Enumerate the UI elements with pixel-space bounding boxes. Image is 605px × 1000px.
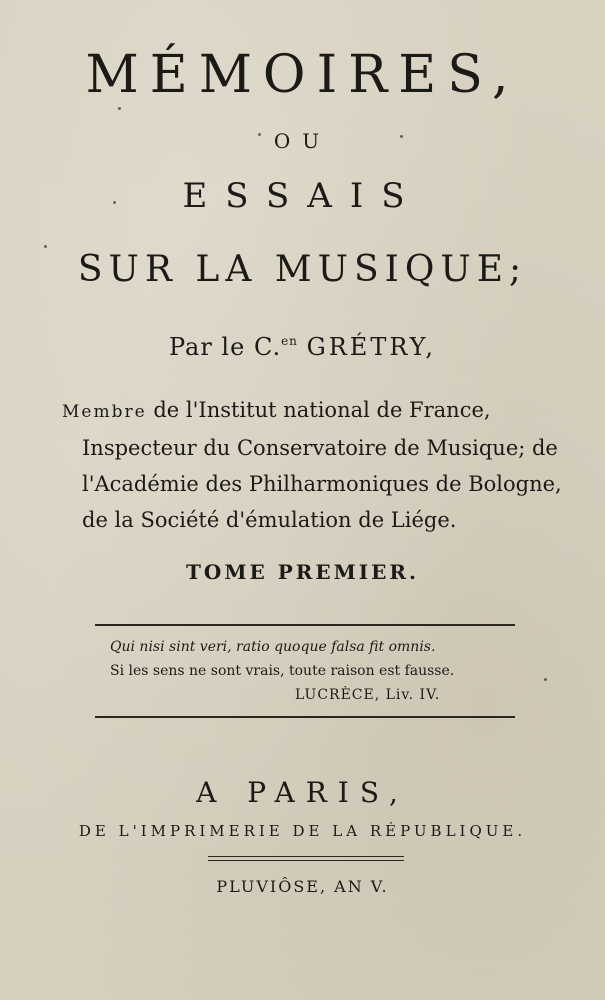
paper-speck <box>258 133 261 136</box>
imprint-rule-upper <box>208 856 404 857</box>
author-citizen-sup: en <box>281 334 298 348</box>
title-essais: ESSAIS <box>182 176 423 216</box>
paper-speck <box>118 107 121 110</box>
author-affiliations <box>62 392 562 538</box>
title-conjunction: OU <box>273 129 332 153</box>
author-citizen: C.$^{en}$ <box>253 333 298 361</box>
epigraph-latin: Qui nisi sint veri, ratio quoque falsa fit omnis. <box>110 639 436 655</box>
bottom-rule <box>95 716 515 718</box>
imprint-city: A PARIS, <box>196 776 409 809</box>
imprint-printer: DE L'IMPRIMERIE DE LA RÉPUBLIQUE. <box>78 822 527 840</box>
imprint-rule-lower <box>208 860 404 861</box>
top-rule <box>95 624 515 626</box>
imprint-date: PLUVIÔSE, AN V. <box>216 877 389 896</box>
affiliation-line: l'Académie des Philharmoniques de Bologne, <box>82 472 562 496</box>
epigraph-source: LUCRÈCE, Liv. IV. <box>295 687 441 703</box>
volume-label: TOME PREMIER. <box>186 560 419 584</box>
paper-speck <box>44 245 47 248</box>
paper-speck <box>113 201 116 204</box>
affiliation-text: de l'Institut national de France, <box>153 398 491 422</box>
affiliation-line <box>62 392 562 430</box>
paper-speck <box>544 678 547 681</box>
epigraph <box>110 635 530 707</box>
paper-speck <box>400 135 403 138</box>
author-name: GRÉTRY, <box>306 333 437 361</box>
book-title: MÉMOIRES, <box>85 45 520 105</box>
epigraph-french: Si les sens ne sont vrais, toute raison est fausse. <box>110 663 455 679</box>
author-line <box>0 322 605 366</box>
author-prefix: Par le <box>168 333 246 361</box>
affiliation-line: Inspecteur du Conservatoire de Musique; de <box>82 436 558 460</box>
title-subject: SUR LA MUSIQUE; <box>77 249 528 290</box>
affiliation-lead-word: Membre <box>62 402 147 422</box>
affiliation-line: de la Société d'émulation de Liége. <box>82 508 457 532</box>
